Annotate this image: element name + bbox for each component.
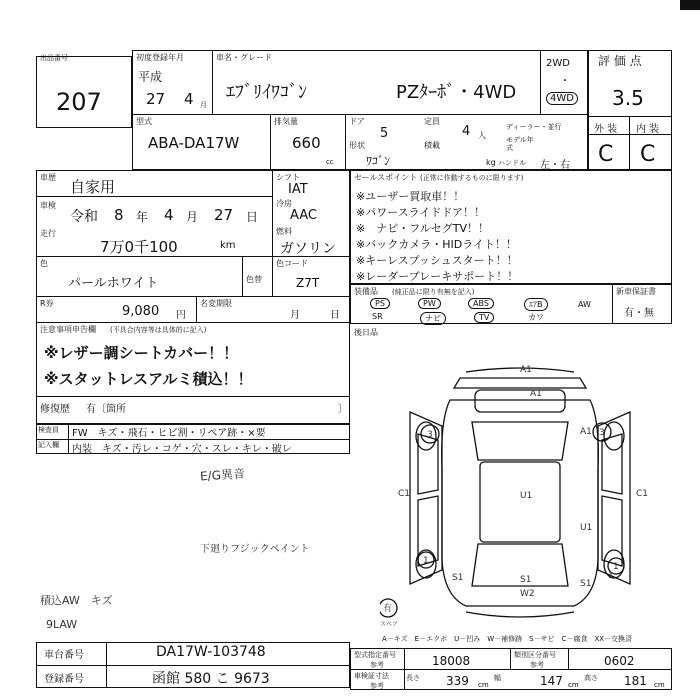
roof-panel <box>480 462 560 542</box>
inspector-label-2: 記入欄 <box>38 441 59 449</box>
shift-label: シフト <box>276 173 300 182</box>
mileage-value: 7万0千100 <box>100 238 178 256</box>
repair-label: 修復歴 <box>40 404 70 415</box>
history-value: 自家用 <box>70 178 116 196</box>
car-damage-diagram <box>380 360 670 630</box>
car-name: ｴﾌﾞﾘｲﾜｺﾞﾝ <box>226 82 307 103</box>
equip-sr: SR <box>372 312 383 321</box>
load-unit: kg <box>486 158 496 167</box>
drive-dot: ・ <box>560 76 570 87</box>
warranty-value: 有・無 <box>624 308 654 319</box>
front-panel <box>475 390 565 412</box>
mark-1-rear-right: 1 <box>608 571 614 581</box>
shape-label: 形状 <box>349 141 365 150</box>
equipment-label: 装備品 <box>354 287 378 296</box>
sales-point-3: ※ ナビ・フルセグTV！！ <box>356 222 490 235</box>
load-label: 積載 <box>424 141 440 150</box>
drive-2wd: 2WD <box>546 58 570 69</box>
deadline-unit: 月 日 <box>290 310 340 321</box>
mark-s1-left: S1 <box>452 573 464 583</box>
equip-tv: TV <box>474 312 494 323</box>
notes-sub: (不具合内容等は具体的に記入) <box>110 326 207 334</box>
capacity-value: 4 <box>462 124 471 139</box>
lot-label: 出品番号 <box>40 54 68 62</box>
first-reg-era: 平成 <box>138 70 163 84</box>
length: 339 <box>446 674 469 688</box>
repair-close: 〕 <box>338 404 348 415</box>
inspection-year-unit: 年 <box>136 210 149 224</box>
handwritten-9law: 9LAW <box>46 618 78 631</box>
equip-aw: AW <box>578 300 591 309</box>
color-code-label: 色コード <box>276 259 308 268</box>
spare-label: スペア <box>380 621 399 628</box>
equip-navi: ナビ <box>420 312 446 325</box>
recycle-label: R券 <box>40 299 54 308</box>
shape-value: ﾜｺﾞﾝ <box>366 154 391 168</box>
mark-3-right: 3 <box>599 428 605 438</box>
inspection-era: 令和 <box>70 209 98 225</box>
class-no-label: 類別区分番号 <box>514 651 556 659</box>
inspection-label: 車検 <box>40 201 56 210</box>
inspection-day-unit: 日 <box>246 210 259 224</box>
width-label: 幅 <box>494 674 501 682</box>
history-label: 車歴 <box>40 173 56 182</box>
sales-point-6: ※レーダーブレーキサポート！！ <box>356 270 519 283</box>
chassis-value: DA17W-103748 <box>156 644 266 660</box>
interior-label: 内 装 <box>636 124 660 135</box>
model-year-label: モデル年式 <box>506 136 534 152</box>
fuel-value: ガソリン <box>280 241 336 257</box>
mark-c1-left: C1 <box>398 489 411 499</box>
dealer-label: ディーラー・並行 <box>506 123 562 131</box>
length-label: 長さ <box>406 674 420 682</box>
mark-u1-right: U1 <box>580 523 593 533</box>
color-label: 色 <box>40 259 48 268</box>
recycle-unit: 円 <box>176 310 186 321</box>
mark-c1-right: C1 <box>636 489 649 499</box>
sales-point-2: ※パワースライドドア！！ <box>356 206 486 219</box>
mark-1-left: 1 <box>423 556 429 566</box>
handwritten-engine-noise: E/G異音 <box>199 466 246 484</box>
mark-1-right: 1 <box>613 562 619 572</box>
car-grade: PZﾀｰﾎﾞ・4WD <box>396 82 517 103</box>
color-code: Z7T <box>296 276 320 290</box>
width: 147 <box>540 674 563 688</box>
score-label: 評 価 点 <box>598 54 642 68</box>
handle-label: ハンドル <box>498 159 526 167</box>
sales-label: セールスポイント <box>354 173 418 182</box>
handwritten-underbody: 下廻りフジックペイント <box>200 544 310 555</box>
inspector-row-2: 内装 キズ・汚レ・コゲ・穴・スレ・キレ・破レ <box>72 444 292 455</box>
handle-value: 左・右 <box>540 160 570 171</box>
capacity-label: 定員 <box>424 117 440 126</box>
height: 181 <box>624 674 647 688</box>
score-value: 3.5 <box>612 86 644 110</box>
note-line-2: ※スタットレスアルミ積込！！ <box>44 370 253 388</box>
handwritten-aw-scratch: 積込AW キズ <box>40 594 113 607</box>
color-change-label: 色替 <box>246 275 262 284</box>
drive-4wd-circled: 4WD <box>546 92 578 105</box>
ac-label: 冷房 <box>276 199 292 208</box>
exterior-grade: C <box>598 142 614 167</box>
header-frame <box>132 50 588 170</box>
sales-point-5: ※キーレスプッシュスタート！！ <box>356 254 518 267</box>
inspection-month: 4 <box>164 206 174 224</box>
equip-ps: PS <box>370 298 390 309</box>
height-label: 高さ <box>584 674 598 682</box>
sales-point-4: ※バックカメラ・HIDライト！！ <box>356 238 517 251</box>
displacement-value: 660 <box>292 134 321 152</box>
later-items-label: 後日品 <box>354 328 378 337</box>
inspection-day: 27 <box>214 206 234 224</box>
size-label: 車検証寸法 <box>354 672 389 680</box>
inspection-month-unit: 月 <box>186 210 199 224</box>
model-label: 型式 <box>136 117 152 126</box>
equipment-sub: (純正品に限り有無を記入) <box>392 288 475 296</box>
first-reg-year: 27 <box>146 90 166 108</box>
class-no-sub: 参考 <box>530 661 544 669</box>
corner-mark <box>680 0 700 10</box>
mark-s1-right: S1 <box>580 579 592 589</box>
mark-a1-front: A1 <box>520 365 532 375</box>
mark-a1-hood: A1 <box>530 389 542 399</box>
type-no-label: 型式指定番号 <box>354 651 396 659</box>
right-rear-window <box>602 496 622 566</box>
fuel-label: 燃料 <box>276 227 292 236</box>
type-no-sub: 参考 <box>370 661 384 669</box>
exterior-label: 外 装 <box>594 124 618 135</box>
equip-abs: ABS <box>468 298 494 309</box>
warranty-label: 新車保証書 <box>616 287 656 296</box>
chassis-label: 車台番号 <box>44 650 84 661</box>
equip-leather: カワ <box>528 313 544 322</box>
first-reg-month-char: 月 <box>200 101 207 109</box>
shift-value: IAT <box>288 182 308 197</box>
doors-label: ドア <box>349 117 365 126</box>
displacement-unit: cc <box>326 158 334 166</box>
class-no: 0602 <box>604 654 635 668</box>
height-unit: cm <box>654 681 665 689</box>
capacity-unit: 人 <box>478 131 486 140</box>
mileage-unit: km <box>220 240 236 251</box>
mark-3-left: 3 <box>427 430 433 440</box>
inspector-label-1: 検査員 <box>38 426 59 434</box>
doors-value: 5 <box>380 126 389 141</box>
equip-airbag: ｴｱB <box>524 298 548 311</box>
displacement-label: 排気量 <box>274 117 298 126</box>
notes-label: 注意事項申告欄 <box>40 325 96 334</box>
color-value: パールホワイト <box>68 276 159 291</box>
inspector-row-1: FW キズ・飛石・ヒビ割・リペア跡・×要 <box>72 428 266 439</box>
roof-front-edge <box>454 378 586 388</box>
interior-grade: C <box>640 142 656 167</box>
lot-number: 207 <box>56 88 102 116</box>
mark-s1-rear: S1 <box>520 575 532 585</box>
width-unit: cm <box>568 681 579 689</box>
rear-bumper <box>466 612 574 617</box>
mark-a1-right: A1 <box>580 427 592 437</box>
mark-w2-rear: W2 <box>520 589 535 599</box>
first-reg-month: 4 <box>184 90 194 108</box>
car-name-label: 車名・グレード <box>216 53 272 62</box>
mark-u1-roof: U1 <box>520 491 533 501</box>
sales-sub: (正常に作動するものに限ります) <box>420 174 524 182</box>
note-line-1: ※レザー調シートカバー！！ <box>44 344 239 362</box>
plate-value: 函館 580 こ 9673 <box>152 671 270 687</box>
ac-value: AAC <box>290 208 317 223</box>
size-sub: 参考 <box>370 682 384 690</box>
mileage-label: 走行 <box>40 229 56 238</box>
windshield <box>472 422 568 460</box>
length-unit: cm <box>478 681 489 689</box>
repair-value: 有〔箇所 <box>86 404 126 415</box>
inspection-year: 8 <box>114 206 124 224</box>
model-value: ABA-DA17W <box>148 134 240 152</box>
spare-mark: 有 <box>383 604 393 614</box>
equip-pw: PW <box>418 298 441 309</box>
deadline-label: 名変期限 <box>200 299 232 308</box>
damage-legend: A－キズ E－エクボ U－凹み W－補修跡 S－サビ C－腐食 XX－交換済 <box>382 635 633 643</box>
plate-label: 登録番号 <box>44 674 84 685</box>
type-no: 18008 <box>432 654 471 668</box>
first-reg-label: 初度登録年月 <box>136 53 184 62</box>
sales-point-1: ※ユーザー買取車！！ <box>356 190 465 203</box>
recycle-value: 9,080 <box>122 304 160 319</box>
